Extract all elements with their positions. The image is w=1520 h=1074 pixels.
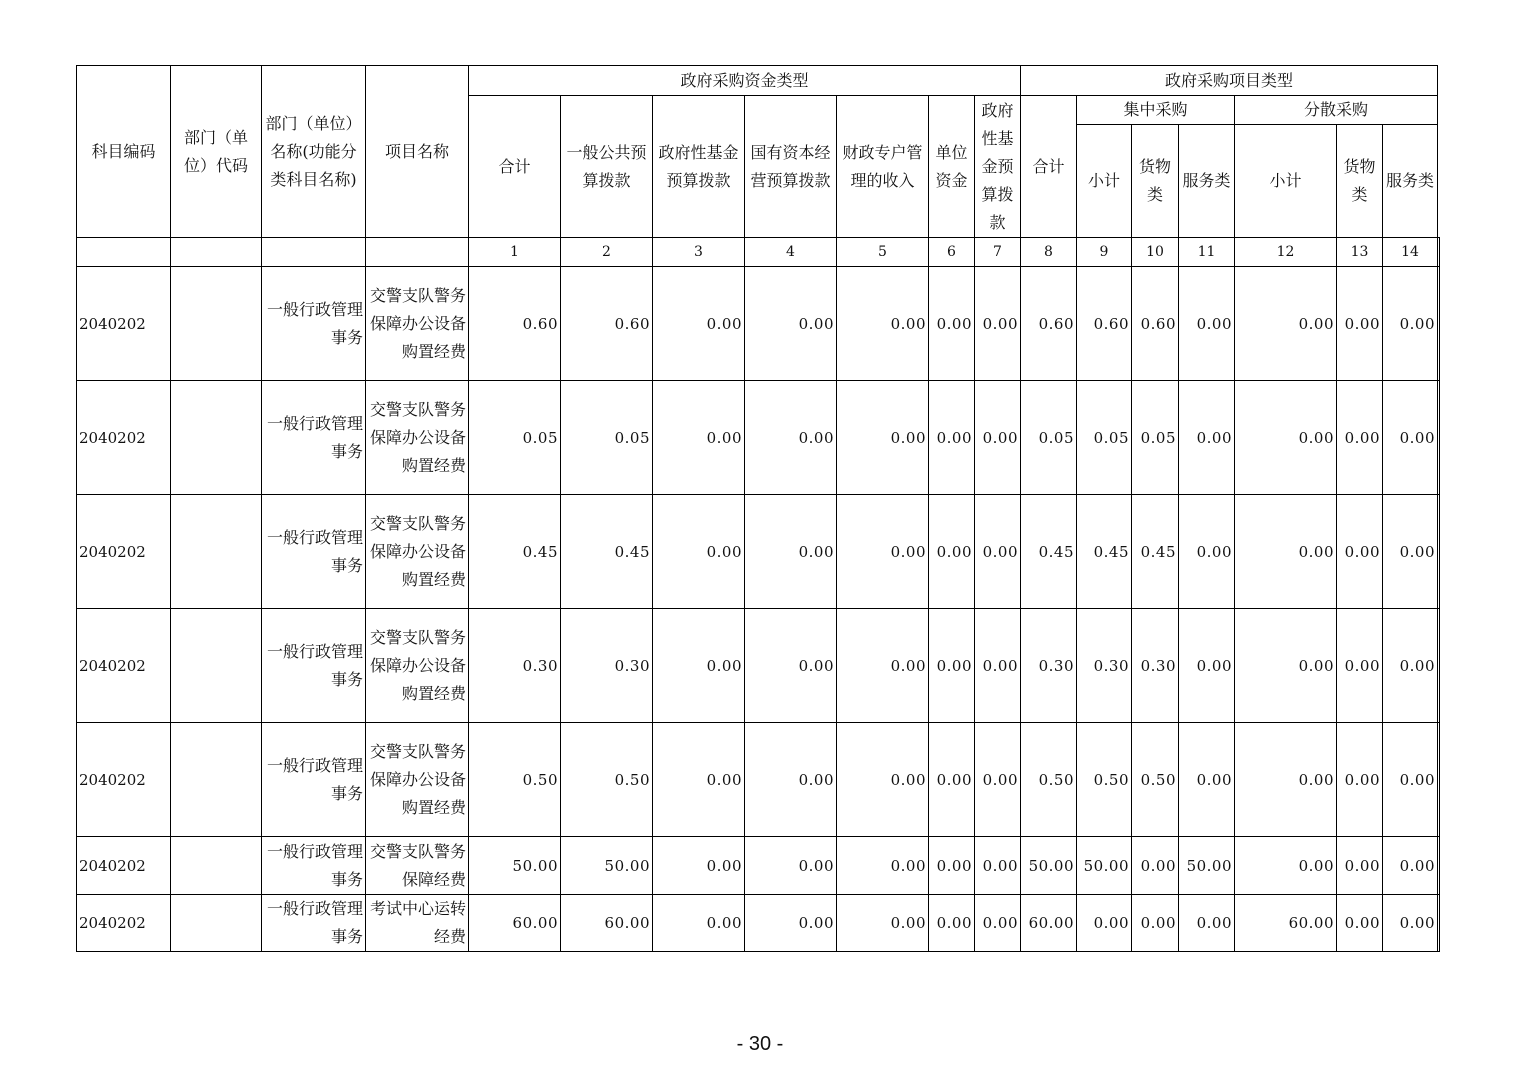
header-c-subtotal: 小计 [1077,125,1132,238]
value-cell: 0.00 [929,495,975,609]
column-index: 9 [1077,238,1132,267]
value-cell [1438,723,1440,837]
column-index: 4 [745,238,837,267]
value-cell: 0.00 [1383,609,1438,723]
column-index: 2 [561,238,653,267]
value-cell: 0.00 [1337,495,1383,609]
column-index: 12 [1235,238,1337,267]
value-cell [1438,495,1440,609]
dept-code-cell [171,723,262,837]
project-name-cell: 交警支队警务保障办公设备购置经费 [366,723,469,837]
value-cell: 0.00 [745,609,837,723]
value-cell: 0.00 [653,723,745,837]
value-cell: 0.00 [1077,895,1132,952]
value-cell: 0.00 [745,723,837,837]
value-cell: 50.00 [469,837,561,895]
value-cell: 0.00 [1179,495,1235,609]
value-cell: 0.00 [1383,723,1438,837]
value-cell: 0.00 [745,495,837,609]
value-cell: 0.00 [1337,609,1383,723]
header-gov-fund-budget: 政府性基金预算拨款 [653,96,745,238]
header-c-services: 服务类 [1179,125,1235,238]
column-index: 5 [837,238,929,267]
value-cell: 0.60 [561,267,653,381]
function-name-cell: 一般行政管理事务 [262,837,366,895]
value-cell: 0.00 [1337,723,1383,837]
value-cell: 0.00 [837,723,929,837]
table-row [77,267,1440,381]
value-cell: 0.50 [1077,723,1132,837]
value-cell: 0.00 [653,381,745,495]
value-cell: 0.00 [745,381,837,495]
value-cell: 0.00 [929,723,975,837]
function-name-cell: 一般行政管理事务 [262,609,366,723]
column-index: 8 [1021,238,1077,267]
value-cell: 50.00 [1179,837,1235,895]
value-cell: 50.00 [1021,837,1077,895]
value-cell: 0.00 [975,495,1021,609]
value-cell: 0.00 [1337,381,1383,495]
value-cell: 0.00 [745,895,837,952]
value-cell: 0.30 [469,609,561,723]
value-cell: 0.00 [1383,381,1438,495]
column-index [1438,238,1440,267]
dept-code-cell [171,609,262,723]
value-cell: 0.00 [653,609,745,723]
header-subject-code: 科目编码 [77,66,171,238]
column-index-row [77,238,1440,267]
value-cell: 0.00 [1383,895,1438,952]
value-cell: 0.00 [1132,895,1179,952]
dept-code-cell [171,895,262,952]
project-name-cell: 交警支队警务保障办公设备购置经费 [366,267,469,381]
header-project-type-group: 政府采购项目类型 [1021,66,1438,96]
function-name-cell: 一般行政管理事务 [262,381,366,495]
value-cell: 0.45 [1077,495,1132,609]
subject-code-cell: 2040202 [77,837,171,895]
value-cell: 0.05 [1021,381,1077,495]
value-cell: 0.30 [561,609,653,723]
value-cell: 0.45 [561,495,653,609]
project-name-cell: 考试中心运转经费 [366,895,469,952]
value-cell: 0.00 [745,837,837,895]
header-gov-fund-pre: 政府性基金预算拨款 [975,96,1021,238]
project-name-cell: 交警支队警务保障办公设备购置经费 [366,381,469,495]
value-cell: 0.00 [975,267,1021,381]
value-cell: 0.00 [1179,267,1235,381]
header-proj-total: 合计 [1021,96,1077,238]
value-cell: 0.00 [745,267,837,381]
value-cell: 0.00 [837,837,929,895]
value-cell: 0.00 [1235,267,1337,381]
value-cell: 0.00 [929,267,975,381]
value-cell: 0.60 [1077,267,1132,381]
value-cell: 0.50 [561,723,653,837]
table-row [77,837,1440,895]
value-cell: 0.50 [469,723,561,837]
column-index: 11 [1179,238,1235,267]
value-cell: 50.00 [561,837,653,895]
subject-code-cell: 2040202 [77,895,171,952]
header-d-services: 服务类 [1383,125,1438,238]
value-cell: 0.00 [837,609,929,723]
value-cell: 0.00 [1337,837,1383,895]
value-cell [1438,267,1440,381]
value-cell: 0.00 [929,381,975,495]
header-d-subtotal: 小计 [1235,125,1337,238]
header-dept-code: 部门（单位）代码 [171,66,262,238]
table-row [77,895,1440,952]
header-state-capital-budget: 国有资本经营预算拨款 [745,96,837,238]
value-cell: 0.00 [975,895,1021,952]
value-cell: 0.00 [1383,495,1438,609]
subject-code-cell: 2040202 [77,609,171,723]
value-cell: 50.00 [1077,837,1132,895]
value-cell: 0.45 [1132,495,1179,609]
value-cell: 0.05 [469,381,561,495]
header-project-name: 项目名称 [366,66,469,238]
value-cell: 0.60 [469,267,561,381]
header-centralized: 集中采购 [1077,96,1235,125]
value-cell: 0.00 [837,495,929,609]
value-cell: 0.00 [1235,609,1337,723]
value-cell: 0.30 [1021,609,1077,723]
value-cell: 0.00 [1179,723,1235,837]
value-cell: 0.00 [1235,381,1337,495]
value-cell: 0.45 [1021,495,1077,609]
value-cell: 60.00 [561,895,653,952]
value-cell: 0.00 [1179,609,1235,723]
subject-code-cell: 2040202 [77,381,171,495]
value-cell: 0.00 [653,495,745,609]
value-cell: 0.00 [1383,267,1438,381]
value-cell: 0.00 [1235,495,1337,609]
subject-code-cell: 2040202 [77,723,171,837]
value-cell: 0.00 [837,267,929,381]
value-cell: 0.00 [1132,837,1179,895]
value-cell [1438,895,1440,952]
value-cell: 0.00 [837,895,929,952]
value-cell: 0.60 [1021,267,1077,381]
table-row [77,723,1440,837]
header-general-budget: 一般公共预算拨款 [561,96,653,238]
dept-code-cell [171,837,262,895]
header-fund-total: 合计 [469,96,561,238]
header-decentralized: 分散采购 [1235,96,1438,125]
value-cell: 0.50 [1132,723,1179,837]
project-name-cell: 交警支队警务保障办公设备购置经费 [366,495,469,609]
header-fund-type-group: 政府采购资金类型 [469,66,1021,96]
column-index: 10 [1132,238,1179,267]
value-cell: 0.05 [561,381,653,495]
column-index: 3 [653,238,745,267]
value-cell: 0.00 [929,609,975,723]
function-name-cell: 一般行政管理事务 [262,895,366,952]
value-cell: 0.00 [1383,837,1438,895]
value-cell: 60.00 [1021,895,1077,952]
table-row [77,609,1440,723]
subject-code-cell: 2040202 [77,495,171,609]
value-cell: 0.00 [1235,723,1337,837]
function-name-cell: 一般行政管理事务 [262,495,366,609]
value-cell [1438,837,1440,895]
value-cell: 0.00 [1235,837,1337,895]
dept-code-cell [171,495,262,609]
value-cell: 0.00 [1337,895,1383,952]
header-fiscal-special: 财政专户管理的收入 [837,96,929,238]
value-cell: 0.45 [469,495,561,609]
project-name-cell: 交警支队警务保障经费 [366,837,469,895]
value-cell [1438,609,1440,723]
value-cell: 0.05 [1077,381,1132,495]
table-row [77,495,1440,609]
value-cell: 0.60 [1132,267,1179,381]
value-cell: 0.30 [1132,609,1179,723]
value-cell: 0.00 [653,267,745,381]
value-cell: 60.00 [469,895,561,952]
value-cell: 0.00 [653,895,745,952]
column-index: 7 [975,238,1021,267]
dept-code-cell [171,381,262,495]
value-cell: 0.00 [929,837,975,895]
value-cell: 0.00 [929,895,975,952]
value-cell: 0.00 [975,723,1021,837]
subject-code-cell: 2040202 [77,267,171,381]
header-c-goods: 货物类 [1132,125,1179,238]
column-index: 6 [929,238,975,267]
dept-code-cell [171,267,262,381]
value-cell: 0.30 [1077,609,1132,723]
column-index: 14 [1383,238,1438,267]
value-cell: 0.00 [975,609,1021,723]
value-cell: 0.00 [975,837,1021,895]
value-cell: 0.50 [1021,723,1077,837]
page-number: - 30 - [736,1033,784,1055]
procurement-table [76,65,1440,952]
value-cell: 0.00 [1179,381,1235,495]
value-cell: 0.00 [653,837,745,895]
value-cell [1438,381,1440,495]
value-cell: 0.00 [837,381,929,495]
column-index: 1 [469,238,561,267]
value-cell: 60.00 [1235,895,1337,952]
header-unit-funds: 单位资金 [929,96,975,238]
function-name-cell: 一般行政管理事务 [262,723,366,837]
value-cell: 0.00 [1179,895,1235,952]
header-d-goods: 货物类 [1337,125,1383,238]
table-row [77,381,1440,495]
project-name-cell: 交警支队警务保障办公设备购置经费 [366,609,469,723]
value-cell: 0.05 [1132,381,1179,495]
column-index: 13 [1337,238,1383,267]
function-name-cell: 一般行政管理事务 [262,267,366,381]
value-cell: 0.00 [975,381,1021,495]
value-cell: 0.00 [1337,267,1383,381]
header-dept-name: 部门（单位）名称(功能分类科目名称) [262,66,366,238]
